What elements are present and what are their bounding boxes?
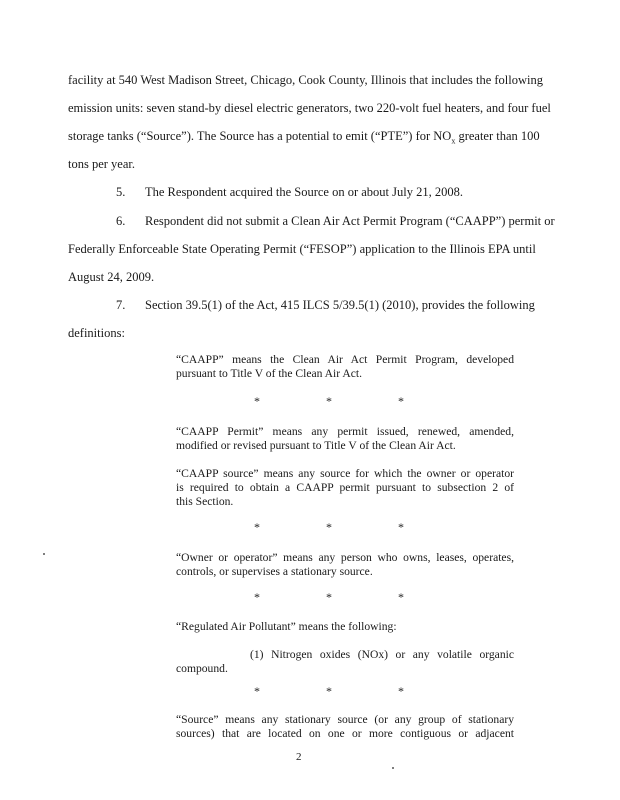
star-mark: * <box>254 590 260 604</box>
quote-source-line-1: “CAAPP source” means any source for which the owner or operator <box>176 467 514 480</box>
star-mark: * <box>326 394 332 408</box>
quote-owner-line-2: controls, or supervises a stationary source. <box>176 565 373 578</box>
quote-owner-line-1: “Owner or operator” means any person who owns, leases, operates, <box>176 551 514 564</box>
para-intro-line-3a: storage tanks (“Source”). The Source has a potential to emit (“PTE”) for NO <box>68 129 452 143</box>
star-mark: * <box>254 394 260 408</box>
quote-caapp-line-2: pursuant to Title V of the Clean Air Act. <box>176 367 363 380</box>
para6-line-3: August 24, 2009. <box>68 270 155 284</box>
nox-subscript: x <box>451 136 456 146</box>
para-intro-line-2: emission units: seven stand-by diesel electric generators, two 220-volt fuel heaters, and four fuel <box>68 101 551 115</box>
star-mark: * <box>326 590 332 604</box>
para7-line-1: Section 39.5(1) of the Act, 415 ILCS 5/39.5(1) (2010), provides the following <box>145 298 535 312</box>
ellipsis-stars-4 <box>176 684 514 698</box>
quote-rap-line-1: “Regulated Air Pollutant” means the following: <box>176 620 397 633</box>
para-intro-line-4: tons per year. <box>68 157 135 171</box>
para7-line-2: definitions: <box>68 326 125 340</box>
scan-speck <box>43 553 45 555</box>
star-mark: * <box>254 684 260 698</box>
para-intro-line-3 <box>68 129 540 146</box>
star-mark: * <box>398 394 404 408</box>
para6-line-1: Respondent did not submit a Clean Air Act Permit Program (“CAAPP”) permit or <box>145 214 555 228</box>
ellipsis-stars-1 <box>176 394 514 408</box>
para6-number: 6. <box>116 214 126 228</box>
ellipsis-stars-3 <box>176 590 514 604</box>
star-mark: * <box>398 590 404 604</box>
quote-source-def-line-2: sources) that are located on one or more contiguous or adjacent <box>176 727 514 740</box>
para5-number: 5. <box>116 185 126 199</box>
quote-permit-line-1: “CAAPP Permit” means any permit issued, renewed, amended, <box>176 425 514 438</box>
para6-line-2: Federally Enforceable State Operating Permit (“FESOP”) application to the Illinois EPA until <box>68 242 536 256</box>
star-mark: * <box>398 520 404 534</box>
quote-source-line-3: this Section. <box>176 495 234 508</box>
page-number: 2 <box>296 751 302 763</box>
star-mark: * <box>326 684 332 698</box>
para-intro-line-3b: greater than 100 <box>455 129 540 143</box>
para5-text: The Respondent acquired the Source on or about July 21, 2008. <box>145 185 463 199</box>
star-mark: * <box>326 520 332 534</box>
quote-source-def-line-1: “Source” means any stationary source (or any group of stationary <box>176 713 514 726</box>
quote-source-line-2: is required to obtain a CAAPP permit pursuant to subsection 2 of <box>176 481 514 494</box>
ellipsis-stars-2 <box>176 520 514 534</box>
para7-number: 7. <box>116 298 126 312</box>
star-mark: * <box>254 520 260 534</box>
star-mark: * <box>398 684 404 698</box>
quote-permit-line-2: modified or revised pursuant to Title V of the Clean Air Act. <box>176 439 456 452</box>
quote-caapp-line-1: “CAAPP” means the Clean Air Act Permit Program, developed <box>176 353 514 366</box>
quote-rap-item-line-2: compound. <box>176 662 228 675</box>
quote-rap-item-line-1: (1) Nitrogen oxides (NOx) or any volatile organic <box>250 648 514 661</box>
scan-speck <box>392 767 394 769</box>
para-intro-line-1: facility at 540 West Madison Street, Chicago, Cook County, Illinois that includes the following <box>68 73 543 87</box>
